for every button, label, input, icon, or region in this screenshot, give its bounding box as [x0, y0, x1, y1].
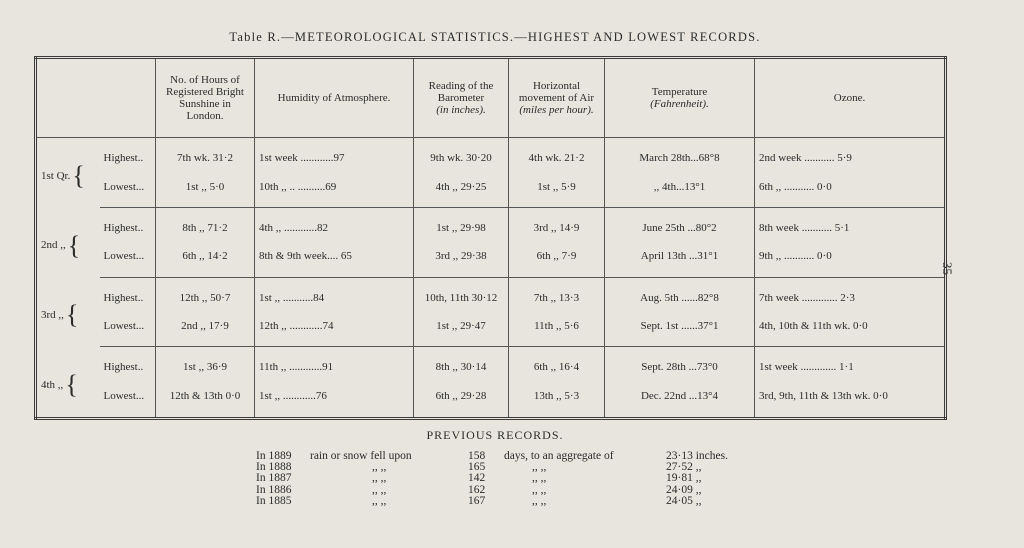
record-inches: 24·09 ,,: [666, 483, 702, 496]
row-kind: Highest..: [103, 152, 144, 165]
sunshine-cell: 8th ,, 71·2: [156, 207, 255, 242]
record-year: In 1887: [256, 472, 292, 485]
sunshine-cell: 12th ,, 50·7: [156, 277, 255, 312]
barometer-cell: 1st ,, 29·98: [414, 207, 509, 242]
sunshine-cell: 1st ,, 5·0: [156, 172, 255, 207]
record-ditto: ,, ,,: [372, 483, 387, 496]
wind-cell: 1st ,, 5·9: [509, 172, 605, 207]
wind-cell: 11th ,, 5·6: [509, 312, 605, 347]
brace-icon: {: [67, 230, 81, 260]
header-wind-unit: (miles per hour).: [519, 104, 594, 116]
humidity-cell: 11th ,, ............91: [255, 347, 414, 382]
record-ditto: ,, ,,: [532, 472, 547, 485]
ozone-cell: 7th week ............. 2·3: [755, 277, 946, 312]
ozone-cell: 8th week ........... 5·1: [755, 207, 946, 242]
ozone-cell: 1st week ............. 1·1: [755, 347, 946, 382]
header-barometer-unit: (in inches).: [436, 104, 486, 116]
brace-icon: {: [65, 370, 78, 400]
record-days: 167: [468, 494, 486, 507]
table-row: [36, 172, 946, 207]
table-row: [36, 382, 946, 419]
record-days: 165: [468, 461, 486, 474]
record-ditto: ,, ,,: [372, 472, 387, 485]
wind-cell: 3rd ,, 14·9: [509, 207, 605, 242]
quarter-label-text: 4th ,,: [41, 378, 64, 391]
previous-record-row: [256, 496, 746, 507]
table-row: [36, 347, 946, 382]
barometer-cell: 8th ,, 30·14: [414, 347, 509, 382]
wind-cell: 6th ,, 16·4: [509, 347, 605, 382]
record-inches: 23·13 inches.: [666, 450, 728, 462]
brace-icon: {: [72, 161, 85, 191]
barometer-cell: 3rd ,, 29·38: [414, 242, 509, 277]
record-inches: 19·81 ,,: [666, 472, 702, 485]
record-ditto: ,, ,,: [372, 461, 387, 474]
record-year: In 1886: [256, 483, 292, 496]
sunshine-cell: 12th & 13th 0·0: [156, 382, 255, 419]
humidity-cell: 8th & 9th week.... 65: [255, 242, 414, 277]
temperature-cell: Aug. 5th ......82°8: [605, 277, 755, 312]
sunshine-cell: 6th ,, 14·2: [156, 242, 255, 277]
humidity-cell: 1st ,, ...........84: [255, 277, 414, 312]
quarter-label: [36, 347, 100, 419]
header-sunshine: No. of Hours of Registered Bright Sunshine in London.: [156, 58, 255, 138]
page-number: 35: [940, 262, 955, 275]
record-text: days, to an aggregate of: [504, 450, 614, 462]
barometer-cell: 6th ,, 29·28: [414, 382, 509, 419]
temperature-cell: June 25th ...80°2: [605, 207, 755, 242]
header-wind-label: Horizontal movement of Air: [518, 80, 595, 104]
quarter-label: [36, 138, 100, 208]
humidity-cell: 4th ,, ............82: [255, 207, 414, 242]
row-kind: Highest..: [103, 361, 144, 374]
header-blank: [36, 58, 156, 138]
table-row: [36, 207, 946, 242]
header-humidity: Humidity of Atmosphere.: [255, 58, 414, 138]
record-days: 162: [468, 483, 486, 496]
previous-records-heading: PREVIOUS RECORDS.: [426, 428, 564, 442]
record-year: In 1888: [256, 461, 292, 474]
ozone-cell: 3rd, 9th, 11th & 13th wk. 0·0: [755, 382, 946, 419]
meteorological-table: [34, 56, 947, 420]
wind-cell: 4th wk. 21·2: [509, 138, 605, 173]
record-text: rain or snow fell upon: [310, 450, 412, 462]
record-inches: 24·05 ,,: [666, 494, 702, 507]
ozone-cell: 9th ,, ........... 0·0: [755, 242, 946, 277]
record-ditto: ,, ,,: [372, 494, 387, 507]
humidity-cell: 10th ,, .. ..........69: [255, 172, 414, 207]
ozone-cell: 2nd week ........... 5·9: [755, 138, 946, 173]
header-row: [36, 58, 946, 138]
ozone-cell: 4th, 10th & 11th wk. 0·0: [755, 312, 946, 347]
sunshine-cell: 7th wk. 31·2: [156, 138, 255, 173]
record-year: In 1885: [256, 494, 292, 507]
quarter-label: [36, 277, 100, 347]
header-barometer-label: Reading of the Barometer: [428, 80, 494, 104]
record-ditto: ,, ,,: [532, 461, 547, 474]
row-kind: Lowest...: [100, 312, 156, 347]
wind-cell: 13th ,, 5·3: [509, 382, 605, 419]
record-days: 158: [468, 450, 486, 462]
temperature-cell: April 13th ...31°1: [605, 242, 755, 277]
previous-records-table: [256, 451, 746, 507]
row-kind: Highest..: [103, 291, 144, 304]
brace-icon: {: [65, 300, 79, 330]
humidity-cell: 12th ,, ............74: [255, 312, 414, 347]
table-row: [36, 242, 946, 277]
header-wind: [509, 58, 605, 138]
previous-record-row: [256, 473, 746, 484]
record-ditto: ,, ,,: [532, 483, 547, 496]
quarter-label-text: 2nd ,,: [41, 239, 66, 252]
record-inches: 27·52 ,,: [666, 461, 702, 474]
humidity-cell: 1st ,, ............76: [255, 382, 414, 419]
quarter-label-text: 1st Qr.: [41, 169, 71, 182]
record-ditto: ,, ,,: [532, 494, 547, 507]
wind-cell: 6th ,, 7·9: [509, 242, 605, 277]
row-kind: Lowest...: [100, 242, 156, 277]
record-days: 142: [468, 472, 486, 485]
ozone-cell: 6th ,, ........... 0·0: [755, 172, 946, 207]
table-row: [36, 312, 946, 347]
barometer-cell: 4th ,, 29·25: [414, 172, 509, 207]
barometer-cell: 9th wk. 30·20: [414, 138, 509, 173]
temperature-cell: March 28th...68°8: [605, 138, 755, 173]
temperature-cell: ,, 4th...13°1: [605, 172, 755, 207]
temperature-cell: Sept. 28th ...73°0: [605, 347, 755, 382]
barometer-cell: 1st ,, 29·47: [414, 312, 509, 347]
row-kind: Lowest...: [100, 172, 156, 207]
sunshine-cell: 1st ,, 36·9: [156, 347, 255, 382]
quarter-label-text: 3rd ,,: [41, 308, 64, 321]
row-kind: Highest..: [103, 221, 144, 234]
table-row: [36, 277, 946, 312]
header-temperature: [605, 58, 755, 138]
header-temperature-label: Temperature: [651, 86, 708, 98]
header-barometer: [414, 58, 509, 138]
temperature-cell: Dec. 22nd ...13°4: [605, 382, 755, 419]
record-year: In 1889: [256, 450, 292, 462]
temperature-cell: Sept. 1st ......37°1: [605, 312, 755, 347]
wind-cell: 7th ,, 13·3: [509, 277, 605, 312]
row-kind: Lowest...: [103, 390, 145, 403]
humidity-cell: 1st week ............97: [255, 138, 414, 173]
sunshine-cell: 2nd ,, 17·9: [156, 312, 255, 347]
header-temperature-unit: (Fahrenheit).: [650, 98, 709, 110]
quarter-label: [36, 207, 100, 277]
header-ozone: Ozone.: [755, 58, 946, 138]
table-row: [36, 138, 946, 173]
table-title: Table R.—METEOROLOGICAL STATISTICS.—HIGHEST AND LOWEST RECORDS.: [229, 30, 761, 44]
barometer-cell: 10th, 11th 30·12: [414, 277, 509, 312]
